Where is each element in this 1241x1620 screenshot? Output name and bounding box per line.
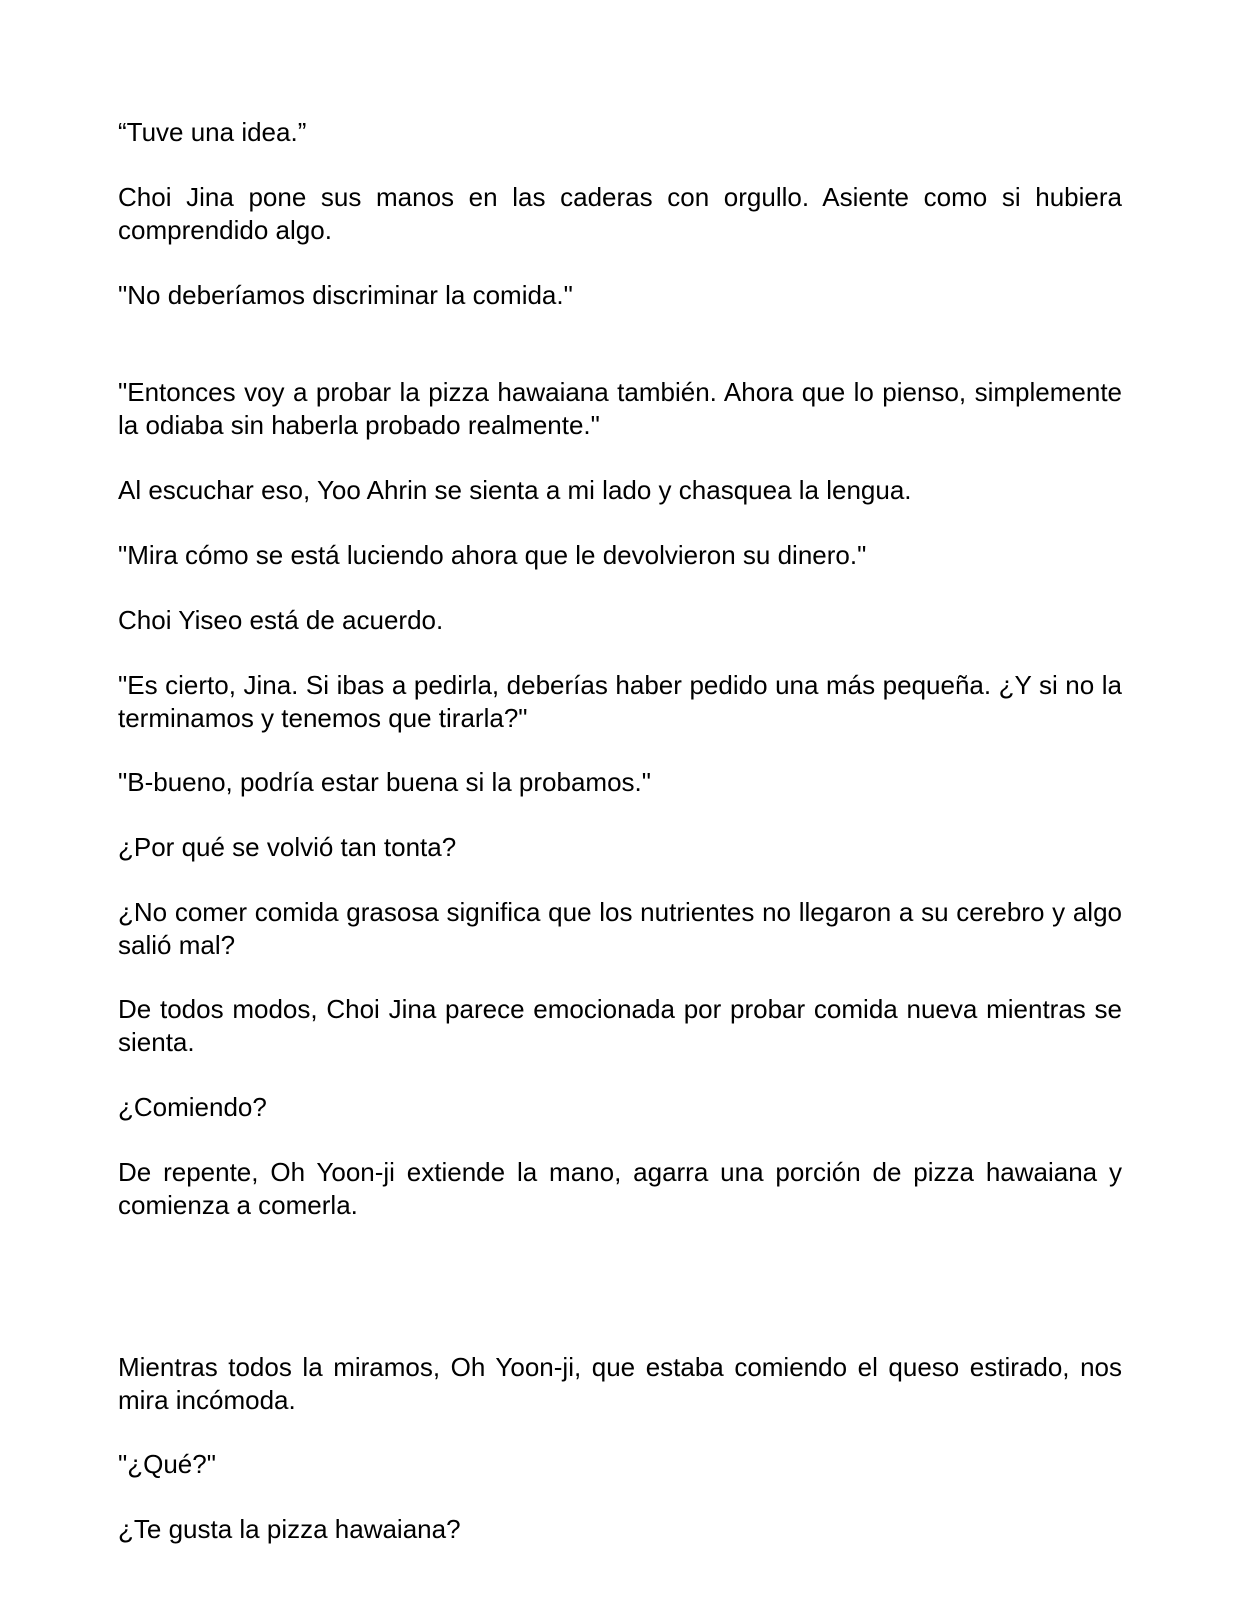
paragraph: Choi Jina pone sus manos en las caderas con orgullo. Asiente como si hubiera comprendido algo. xyxy=(118,182,1122,245)
paragraph: ¿Comiendo? xyxy=(118,1092,267,1122)
paragraph: Mientras todos la miramos, Oh Yoon-ji, que estaba comiendo el queso estirado, nos mira incómoda. xyxy=(118,1352,1122,1415)
paragraph: "No deberíamos discriminar la comida." xyxy=(118,280,573,310)
paragraph: ¿No comer comida grasosa significa que los nutrientes no llegaron a su cerebro y algo salió mal? xyxy=(118,897,1122,960)
paragraph: "Mira cómo se está luciendo ahora que le devolvieron su dinero." xyxy=(118,540,867,570)
paragraph: "¿Qué?" xyxy=(118,1449,216,1479)
paragraph: ¿Por qué se volvió tan tonta? xyxy=(118,832,457,862)
paragraph: De todos modos, Choi Jina parece emocionada por probar comida nueva mientras se sienta. xyxy=(118,994,1122,1057)
paragraph: ¿Te gusta la pizza hawaiana? xyxy=(118,1514,461,1544)
paragraph: "Es cierto, Jina. Si ibas a pedirla, deberías haber pedido una más pequeña. ¿Y si no la terminamos y tenemos que tirarla?" xyxy=(118,670,1122,733)
paragraph: De repente, Oh Yoon-ji extiende la mano, agarra una porción de pizza hawaiana y comienza a comerla. xyxy=(118,1157,1122,1220)
paragraph: "Entonces voy a probar la pizza hawaiana también. Ahora que lo pienso, simplemente la odiaba sin haberla probado realmente." xyxy=(118,377,1122,440)
paragraph: “Tuve una idea.” xyxy=(118,117,307,147)
paragraph: Al escuchar eso, Yoo Ahrin se sienta a mi lado y chasquea la lengua. xyxy=(118,475,912,505)
paragraph: Choi Yiseo está de acuerdo. xyxy=(118,605,444,635)
paragraph: "B-bueno, podría estar buena si la probamos." xyxy=(118,767,651,797)
